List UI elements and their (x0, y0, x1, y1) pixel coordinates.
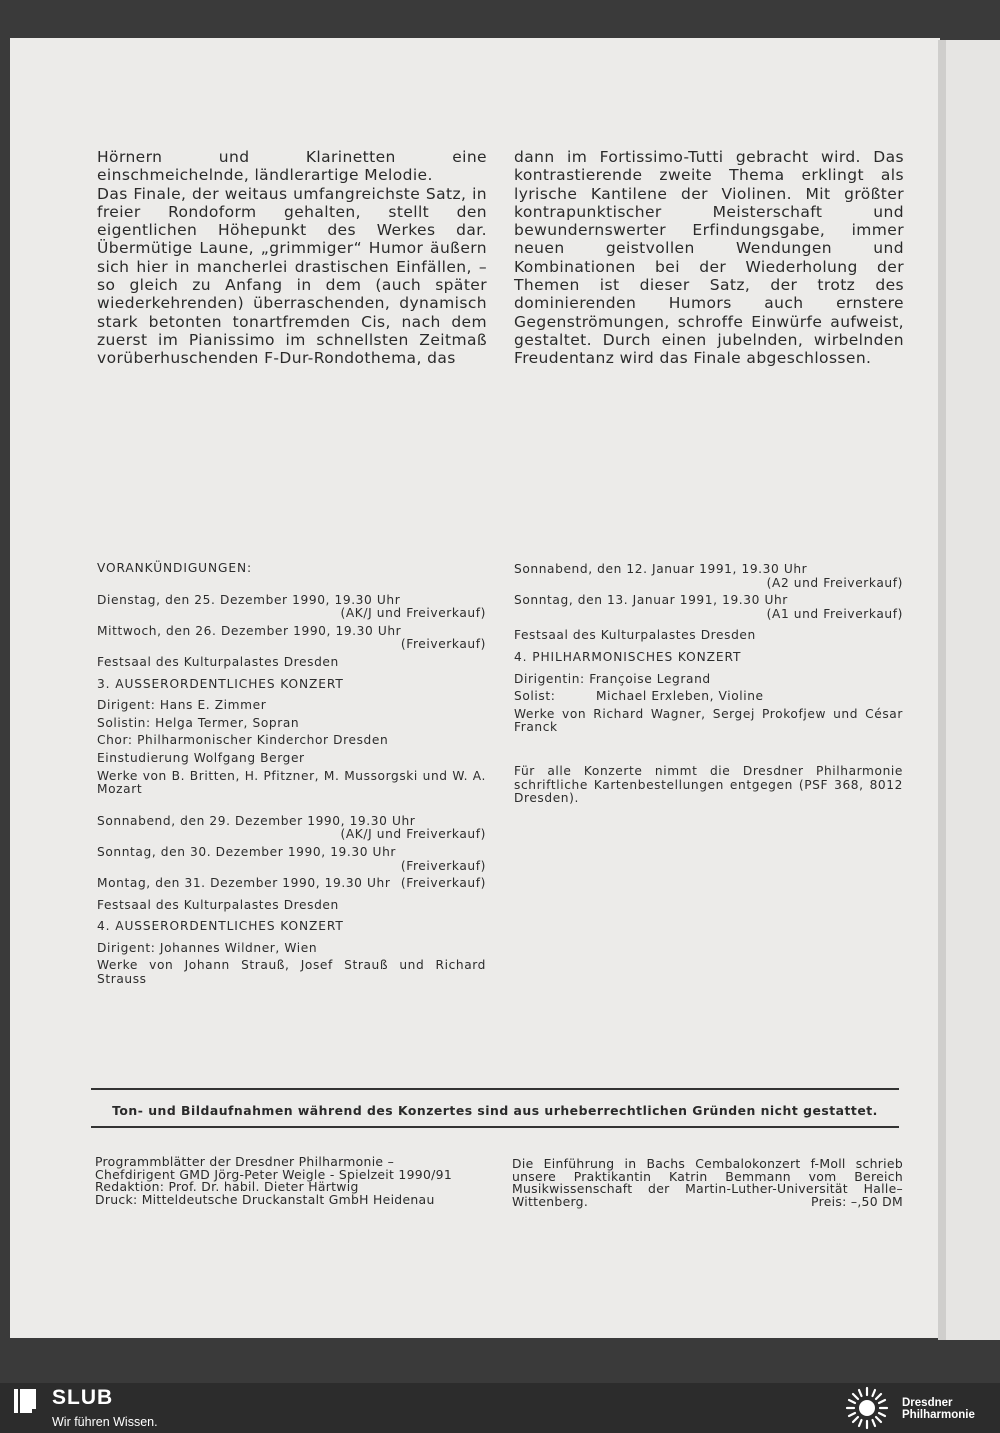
venue: Festsaal des Kulturpalastes Dresden (97, 654, 339, 669)
concert-date: Sonntag, den 13. Januar 1991, 19.30 Uhr (514, 593, 788, 608)
imprint-line: Programmblätter der Dresdner Philharmonie – (95, 1154, 395, 1169)
ticket-note: (Freiverkauf) (400, 858, 486, 873)
ticket-note: (A2 und Freiverkauf) (766, 575, 903, 590)
essay-paragraph: Das Finale, der weitaus umfangreichste Satz, in freier Rondoform gehalten, stellt den eigentlichen Höhepunkt des Werkes dar. Übermütige Laune, „grimmiger“ Humor äußern sich hier in mancherlei drastischen Einfällen, – so gleich zu Anfang in dem (auch später wiederkehrenden) überraschenden, dynamisch stark betonten tonartfremden Cis, nach dem zuerst im Pianissimo im schnellsten Zeitmaß vorüberhuschenden F-Dur-Rondothema, das (97, 184, 487, 368)
recording-notice: Ton- und Bildaufnahmen während des Konzertes sind aus urheberrechtlichen Gründen nicht gestattet. (112, 1103, 878, 1118)
works: Werke von B. Britten, H. Pfitzner, M. Mussorgski und W. A. Mozart (97, 768, 486, 797)
announcements-right-column (514, 563, 903, 806)
concert-title: 3. AUSSERORDENTLICHES KONZERT (97, 676, 344, 691)
soloist-name: Michael Erxleben, Violine (596, 689, 764, 704)
orchestra-logo-icon (842, 1386, 892, 1430)
concert-date: Montag, den 31. Dezember 1990, 19.30 Uhr (97, 876, 391, 891)
announcements-heading: VORANKÜNDIGUNGEN: (97, 561, 252, 575)
concert-date: Sonnabend, den 12. Januar 1991, 19.30 Uhr (514, 562, 808, 576)
bottom-rule (91, 1126, 899, 1128)
imprint-line: Chefdirigent GMD Jörg-Peter Weigle - Spielzeit 1990/91 (95, 1166, 453, 1182)
concert-date: Sonnabend, den 29. Dezember 1990, 19.30 Uhr (97, 813, 416, 828)
ticket-note: (A1 und Freiverkauf) (766, 606, 903, 621)
concert-date-row (97, 877, 486, 891)
concert-date: Mittwoch, den 26. Dezember 1990, 19.30 Uhr (97, 623, 402, 638)
conductor: Dirigentin: Françoise Legrand (514, 671, 711, 686)
conductor: Dirigent: Johannes Wildner, Wien (97, 940, 318, 955)
concert-date: Dienstag, den 25. Dezember 1990, 19.30 Uhr (97, 592, 401, 607)
imprint (95, 1156, 490, 1207)
venue: Festsaal des Kulturpalastes Dresden (97, 897, 339, 912)
concert-date: Sonntag, den 30. Dezember 1990, 19.30 Uhr (97, 844, 397, 859)
essay-right-column (514, 148, 904, 368)
slub-tagline: Wir führen Wissen. (52, 1415, 158, 1429)
concert-title: 4. AUSSERORDENTLICHES KONZERT (97, 919, 344, 934)
orchestra-name-line: Philharmonie (902, 1409, 975, 1421)
credit-text: Die Einführung in Bachs Cembalokonzert f-Moll schrieb unsere Praktikantin Katrin Bemmann vom Bereich Musikwissenschaft der Martin-Luther-Universität Halle–Wittenberg. (512, 1156, 903, 1210)
choir: Chor: Philharmonischer Kinderchor Dresden (97, 733, 389, 748)
ticket-note: (AK/J und Freiverkauf) (340, 827, 486, 842)
price: Preis: –,50 DM (811, 1194, 903, 1210)
works: Werke von Richard Wagner, Sergej Prokofjew und César Franck (514, 706, 903, 735)
soloist-label: Solist: (514, 689, 556, 704)
page-fold (938, 40, 946, 1340)
slub-name: SLUB (52, 1386, 114, 1409)
orchestra-name-line: Dresdner (902, 1397, 953, 1409)
imprint-line: Redaktion: Prof. Dr. habil. Dieter Härtwig (95, 1179, 359, 1195)
rehearsal: Einstudierung Wolfgang Berger (97, 750, 305, 765)
soloist-row (514, 690, 903, 704)
ticket-note: (Freiverkauf) (400, 876, 486, 891)
ticket-order-note: Für alle Konzerte nimmt die Dresdner Philharmonie schriftliche Kartenbestellungen entgegen (PSF 368, 8012 Dresden). (514, 763, 903, 806)
venue: Festsaal des Kulturpalastes Dresden (514, 628, 756, 643)
next-page-edge (946, 40, 1000, 1340)
soloist: Solistin: Helga Termer, Sopran (97, 715, 300, 730)
concert-title: 4. PHILHARMONISCHES KONZERT (514, 649, 742, 664)
announcements-left-column (97, 562, 486, 987)
essay-paragraph: dann im Fortissimo-Tutti gebracht wird. Das kontrastierende zweite Thema erklingt als lyrische Kantilene der Violinen. Mit größter kontrapunktischer Meisterschaft und bewundernswerter Erfindungsgabe, immer neuen geistvollen Wendungen und Kombinationen bei der Wiederholung der Themen ist dieser Satz, der trotz des dominierenden Humors auch ernstere Gegenströmungen, schroffe Einwürfe aufweist, gestaltet. Durch einen jubelnden, wirbelnden Freudentanz wird das Finale abgeschlossen. (514, 148, 904, 368)
essay-paragraph: Hörnern und Klarinetten eine einschmeichelnde, ländlerartige Melodie. (97, 148, 487, 185)
conductor: Dirigent: Hans E. Zimmer (97, 698, 267, 713)
top-rule (91, 1088, 899, 1090)
ticket-note: (Freiverkauf) (400, 637, 486, 652)
orchestra-name (902, 1397, 975, 1421)
introduction-credit (512, 1158, 903, 1209)
essay-left-column (97, 148, 487, 368)
slub-logo-icon (14, 1389, 36, 1413)
ticket-note: (AK/J und Freiverkauf) (340, 606, 486, 621)
imprint-line: Druck: Mitteldeutsche Druckanstalt GmbH Heidenau (95, 1192, 435, 1208)
works: Werke von Johann Strauß, Josef Strauß und Richard Strauss (97, 958, 486, 987)
